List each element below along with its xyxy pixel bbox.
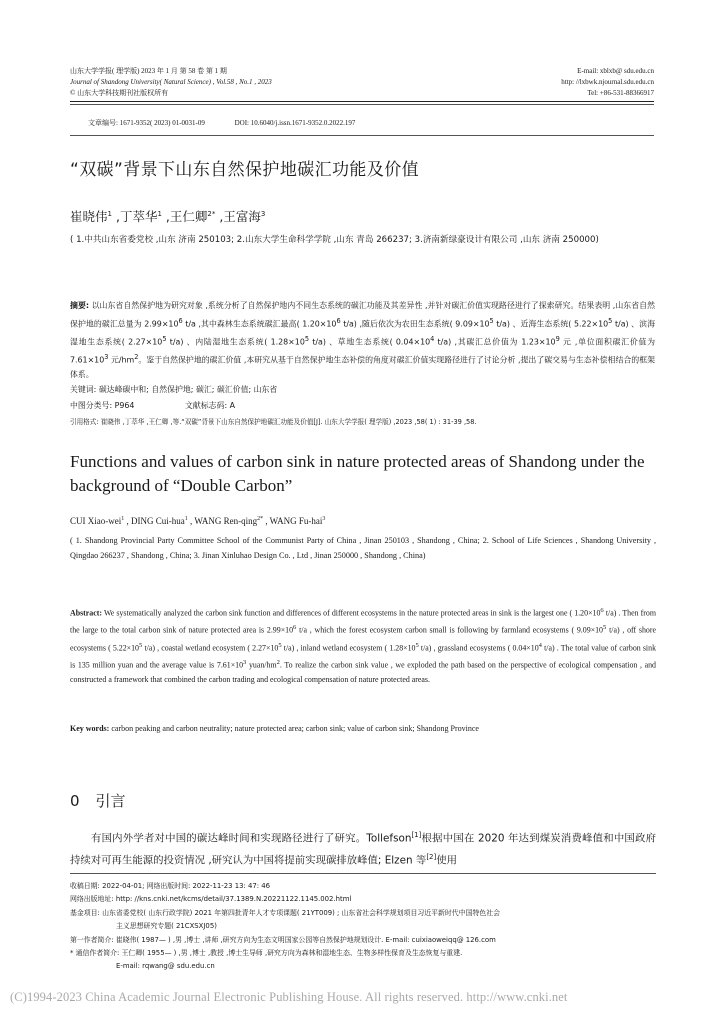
abstract-text: t/a) , inland wetland ecosystem ( 1.28×10 — [281, 643, 416, 653]
journal-header-left — [70, 66, 272, 99]
abstract-text: t/a) ,随后依次为农田生态系统( 9.09×10 — [340, 319, 490, 329]
abstract-sup: 4 — [430, 334, 435, 343]
abstract-sup: 5 — [304, 334, 310, 343]
journal-header-line: 山东大学学报( 理学版) 2023 年 1 月 第 58 卷 第 1 期 — [70, 67, 227, 75]
abstract-text: t/a) . Then from the large to the total carbon sink of nature protected area is 2.99×10 — [70, 608, 656, 635]
abstract-text: t/a) 、近海生态系统( 5.22×10 — [493, 319, 609, 329]
en-keywords-label: Key words: — [70, 724, 110, 733]
abstract-text: 元/hm — [108, 355, 135, 365]
first-author-note: 第一作者简介: 崔晓伟( 1987— ) ,男 ,博士 ,讲师 ,研究方向为生态文明国家公园等自然保护地规划设计. E-mail: cuixiaoweiqq@ 126.com — [70, 935, 496, 944]
author-sup: 3 — [260, 209, 266, 218]
section-number: 0 — [70, 792, 80, 810]
abstract-text: t/a) 、草地生态系统( 0.04×10 — [309, 337, 431, 347]
en-authors — [70, 516, 325, 526]
author-name: , DING Cui-hua — [126, 516, 185, 526]
doi: DOI: 10.6040/j.issn.1671-9352.0.2022.197 — [234, 119, 356, 127]
cn-keywords: 关键词: 碳达峰碳中和; 自然保护地; 碳汇; 碳汇价值; 山东省 — [70, 385, 278, 394]
abstract-text: 以山东省自然保护地为研究对象 ,系统分析了自然保护地内不同生态系统的碳汇功能及其差异性 ,并针对碳汇价值实现路径进行了探索研究。结果表明 ,山东省自然保护地的碳汇总量为 2.99×10 — [70, 301, 655, 329]
abstract-sup: 6 — [178, 316, 183, 325]
footnotes — [70, 880, 656, 974]
journal-header-right — [561, 66, 654, 99]
author-name: CUI Xiao-wei — [70, 516, 122, 526]
en-abstract — [70, 604, 656, 688]
cnki-watermark: (C)1994-2023 China Academic Journal Electronic Publishing House. All rights reserved. http://www.cnki.net — [10, 990, 568, 1004]
journal-url: http: //lxbwk.njournal.sdu.edu.cn — [561, 78, 654, 86]
received-date: 收稿日期: 2022-04-01; 网络出版时间: 2022-11-23 13: 47: 46 — [70, 882, 271, 890]
citation-format: 引用格式: 崔晓伟 ,丁萃华 ,王仁卿 ,等.“双碳”背景下山东自然保护地碳汇功能及价值[J]. 山东大学学报( 理学版) ,2023 ,58( 1) : 31-39 ,58. — [70, 418, 477, 426]
header-rule-thin — [70, 104, 654, 105]
article-meta — [88, 118, 383, 128]
abstract-sup: 4 — [538, 641, 542, 649]
en-keywords — [70, 724, 656, 733]
corresponding-author-note: * 通信作者简介: 王仁卿( 1955— ) ,男 ,博士 ,教授 ,博士生导师 ,研究方向为森林和湿地生态、生物多样性保育及生态恢复与重建. — [70, 949, 463, 958]
cn-classification — [70, 399, 655, 412]
author-name: ,王仁卿 — [165, 209, 208, 224]
abstract-text: yuan/hm — [246, 660, 277, 670]
author-sup: 1 — [157, 209, 162, 218]
author-name: , WANG Ren-qing — [190, 516, 258, 526]
en-abstract-label: Abstract: — [70, 608, 102, 618]
abstract-sup: 5 — [489, 316, 494, 325]
abstract-sup: 5 — [139, 641, 143, 649]
cn-affiliation: ( 1.中共山东省委党校 ,山东 济南 250103; 2.山东大学生命科学学院 ,山东 青岛 266237; 3.济南新绿豪设计有限公司 ,山东 济南 250000) — [70, 235, 599, 245]
abstract-text: t/a , which the forest ecosystem carbon small is following by farmland ecosystems ( 9.09×10 — [296, 625, 604, 635]
author-sup: 2* — [207, 209, 216, 218]
clc-number: 中图分类号: P964 — [70, 401, 135, 410]
journal-tel: Tel: +86-531-88366917 — [587, 89, 654, 97]
footnote-rule — [70, 873, 656, 874]
abstract-sup: 6 — [336, 316, 341, 325]
en-keywords-text: carbon peaking and carbon neutrality; nature protected area; carbon sink; value of carbon sink; Shandong Province — [109, 724, 479, 733]
cn-abstract — [70, 299, 655, 383]
intro-text: 根据中国在 2020 年达到煤炭消费峰值和中国政府持续对可再生能源的投资情况 ,研究认为中国将提前实现碳排放峰值; Elzen 等 — [70, 832, 656, 867]
en-title: Functions and values of carbon sink in nature protected areas of Shandong under the background of “Double Carbon” — [70, 452, 645, 495]
author-sup: 2* — [257, 516, 264, 522]
abstract-text: t/a) , off shore ecosystems ( 5.22×10 — [70, 625, 657, 653]
abstract-text: t/a) . The total value of carbon sink is 135 million yuan and the average value is 7.61×10 — [70, 643, 657, 670]
header-rule — [70, 101, 654, 102]
online-url: 网络出版地址: http: //kns.cnki.net/kcms/detail/37.1389.N.20221122.1145.002.html — [70, 895, 352, 904]
author-sup: 1 — [121, 516, 125, 522]
author-name: 崔晓伟 — [70, 209, 108, 224]
intro-text: 有国内外学者对中国的碳达峰时间和实现路径进行了研究。Tollefson — [91, 832, 412, 845]
abstract-text: t/a) 、滨海湿地生态系统( 2.27×10 — [70, 319, 656, 347]
fund-line-cont: 主义思想研究专题( 21CXSXJ05) — [116, 922, 217, 931]
document-code: 文献标志码: A — [185, 401, 236, 410]
abstract-text: 。鉴于自然保护地的碳汇价值 ,本研究从基于自然保护地生态补偿的角度对碳汇价值实现路径进行了讨论分析 ,提出了碳交易与生态补偿相结合的框架体系。 — [70, 355, 655, 380]
article-number: 文章编号: 1671-9352( 2023) 01-0031-09 — [88, 119, 205, 127]
author-name: ,丁萃华 — [115, 209, 158, 224]
abstract-text: t/a) 、内陆湿地生态系统( 1.28×10 — [166, 337, 305, 347]
fund-line: 基金项目: 山东省委党校( 山东行政学院) 2021 年第四批青年人才专项课题( 21YT009) ; 山东省社会科学规划项目习近平新时代中国特色社会 — [70, 908, 501, 917]
journal-email: E-mail: xblxb@ sdu.edu.cn — [577, 67, 654, 75]
cn-abstract-label: 摘要: — [70, 301, 90, 310]
section-heading — [70, 790, 126, 811]
abstract-sup: 2 — [276, 658, 280, 666]
journal-header-line: Journal of Shandong University( Natural Science) , Vol.58 , No.1 , 2023 — [70, 78, 272, 86]
abstract-sup: 5 — [608, 316, 613, 325]
author-sup: 3 — [322, 516, 326, 522]
abstract-sup: 2 — [134, 353, 139, 362]
abstract-sup: 5 — [415, 641, 419, 649]
cn-title: “双碳”背景下山东自然保护地碳汇功能及价值 — [70, 160, 420, 180]
abstract-text: t/a) ,其碳汇总价值为 1.23×10 — [434, 337, 556, 347]
abstract-text: We systematically analyzed the carbon sink function and differences of different ecosystems in the nature protected areas in sink is the largest one ( 1.20×10 — [102, 608, 601, 618]
abstract-sup: 9 — [555, 334, 560, 343]
abstract-sup: 5 — [162, 334, 167, 343]
author-sup: 1 — [107, 209, 112, 218]
abstract-sup: 3 — [243, 658, 247, 666]
abstract-text: t/a ,其中森林生态系统碳汇最高( 1.20×10 — [182, 319, 337, 329]
en-affiliation: ( 1. Shandong Provincial Party Committee School of the Communist Party of China , Jinan 250103 , Shandong , China; 2. School of Life Sciences , Shandong University , Qingdao 266237 , Shandong , China; 3. Jinan Xinluhao Design Co. , Ltd , Jinan 250000 , Shandong , China) — [70, 536, 656, 560]
meta-rule — [70, 135, 654, 136]
abstract-text: t/a) , grassland ecosystems ( 0.04×10 — [418, 643, 539, 653]
abstract-text: 元 ,单位面积碳汇价值为 7.61×10 — [70, 337, 656, 365]
cn-authors — [70, 207, 265, 225]
citation-ref: [1] — [411, 831, 422, 839]
abstract-sup: 5 — [603, 624, 607, 632]
abstract-sup: 3 — [104, 353, 109, 362]
author-name: , WANG Fu-hai — [265, 516, 323, 526]
journal-header-line: © 山东大学科技期刊社版权所有 — [70, 89, 169, 97]
author-name: ,王富海 — [219, 209, 261, 224]
corresponding-email: E-mail: rqwang@ sdu.edu.cn — [116, 962, 215, 971]
abstract-sup: 6 — [293, 624, 297, 632]
author-sup: 1 — [184, 516, 188, 522]
abstract-text: . To realize the carbon sink value , we exploded the path based on the perspective of ecological compensation , and constructed a framework that combined the carbon trading and ecological compensation of nature protected areas. — [70, 660, 656, 685]
abstract-sup: 5 — [278, 641, 282, 649]
section-title: 引言 — [95, 792, 126, 810]
abstract-text: t/a) , coastal wetland ecosystem ( 2.27×10 — [142, 643, 279, 653]
intro-text: 使用 — [436, 854, 458, 867]
abstract-sup: 6 — [600, 607, 604, 614]
citation-ref: [2] — [426, 852, 437, 861]
intro-paragraph — [70, 826, 656, 870]
